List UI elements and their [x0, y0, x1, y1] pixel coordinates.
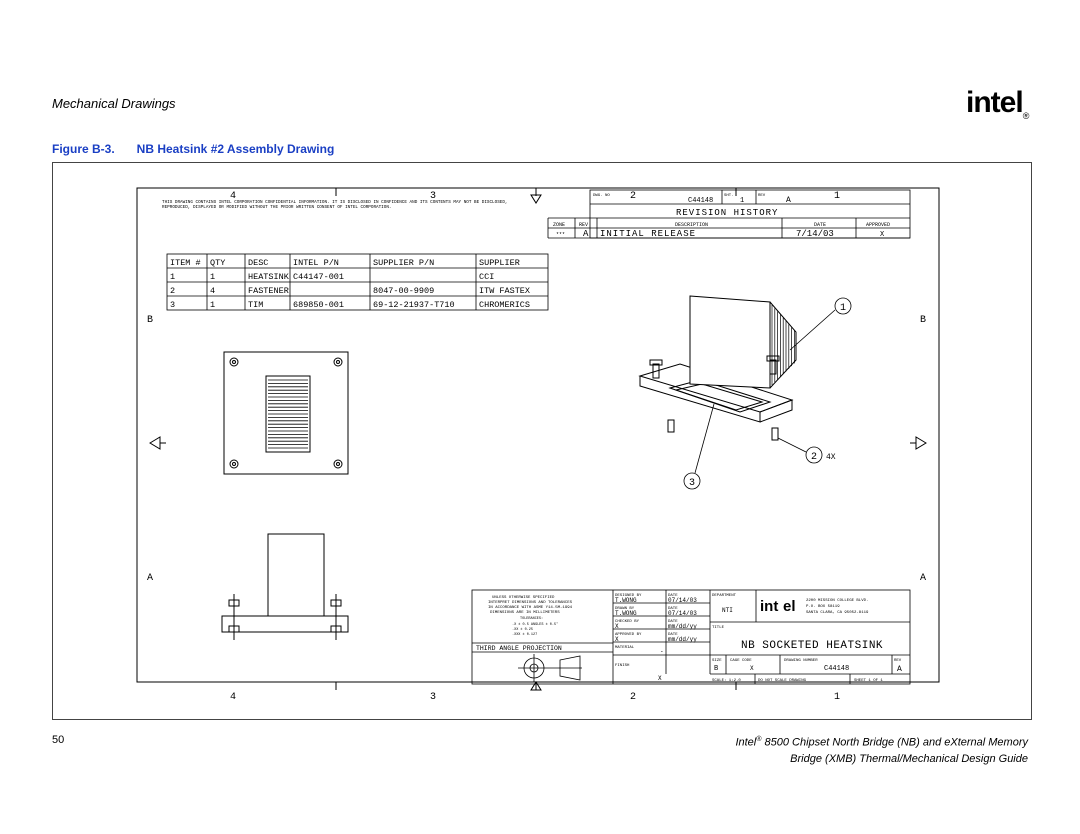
page-number: 50 [52, 734, 65, 746]
revision-history-title: REVISION HISTORY [676, 208, 779, 218]
bom-r2-supplier: ITW FASTEX [479, 286, 531, 296]
zone-side-b-left: B [147, 315, 154, 326]
rev-hdr-zone: ZONE [553, 222, 566, 228]
rev-approved: X [880, 231, 885, 239]
bom-r3-supplier-pn: 69-12-21937-T710 [373, 300, 455, 310]
bom-r3-item: 3 [170, 300, 176, 310]
heatsink-side-view [222, 534, 348, 640]
tb-material-label: MATERIAL [615, 646, 635, 650]
tb-rev-label: REV [894, 659, 902, 663]
tb-sheet: SHEET 1 OF 1 [854, 679, 883, 683]
bom-r1-supplier: CCI [479, 272, 495, 282]
tb-drawn-label: DRAWN BY [615, 607, 635, 611]
rev-rev-label: REV [758, 194, 766, 198]
callout-qty: 4X [826, 453, 836, 462]
rev-hdr-rev: REV [579, 222, 589, 228]
tb-approved: X [615, 636, 619, 643]
tb-date4-label: DATE [668, 633, 678, 637]
bom-r3-desc: TIM [248, 300, 264, 310]
rev-zone: *** [556, 232, 566, 238]
section-title: Mechanical Drawings [52, 96, 176, 111]
tb-note-3: IN ACCORDANCE WITH ASME Y14.5M-1994 [488, 606, 573, 610]
bom-r2-item: 2 [170, 286, 176, 296]
tb-cage: X [750, 665, 754, 672]
tb-projection: THIRD ANGLE PROJECTION [476, 645, 562, 652]
tb-title-label: TITLE [712, 626, 725, 630]
tb-date4: mm/dd/yy [668, 636, 697, 643]
bom-r2-qty: 4 [210, 286, 216, 296]
tb-address-3: SANTA CLARA, CA 95052-8119 [806, 611, 869, 615]
intel-logo: intel$_®$ [966, 86, 1029, 121]
bom-r2-supplier-pn: 8047-00-9909 [373, 286, 435, 296]
confidential-notice: THIS DRAWING CONTAINS INTEL CORPORATION CONFIDENTIAL INFORMATION. IT IS DISCLOSED IN CONFIDENCE AND ITS CONTENTS MAY NOT BE DISCLOSED, REPRODUCED, DISPLAYED OR MODIFIED WITHOUT THE PRIOR WRITTEN CONSENT OF INTEL CORPORATION. [162, 200, 508, 210]
rev-rev: A [786, 196, 791, 205]
bom-r3-qty: 1 [210, 300, 216, 310]
heatsink-top-view [224, 352, 348, 474]
tb-finish-label: FINISH [615, 664, 630, 668]
tb-logo-tail: el [783, 598, 796, 615]
tb-note-5: TOLERANCES: [520, 617, 544, 621]
zone-top-3: 3 [430, 191, 437, 202]
zone-bottom-4: 4 [230, 692, 237, 703]
bom-r1-desc: HEATSINK [248, 272, 289, 282]
bom-r1-pn: C44147-001 [293, 272, 345, 282]
tb-designed: T.WONG [615, 597, 637, 604]
rev-hdr-approved: APPROVED [866, 222, 891, 228]
tb-title: NB SOCKETED HEATSINK [741, 640, 884, 652]
tb-scale: SCALE: 1:2.0 [712, 679, 741, 683]
rev-description: INITIAL RELEASE [600, 229, 697, 239]
rev-dwgno-label: DWG. NO [593, 194, 610, 198]
bom-hdr-item: ITEM # [170, 258, 201, 268]
bom-r3-supplier: CHROMERICS [479, 300, 531, 310]
callout-3: 3 [689, 478, 696, 489]
rev-row-rev: A [583, 229, 589, 239]
bom-hdr-qty: QTY [210, 258, 226, 268]
bom-hdr-supplier-pn: SUPPLIER P/N [373, 258, 435, 268]
bom-r1-item: 1 [170, 272, 176, 282]
tb-dept-label: DEPARTMENT [712, 594, 737, 598]
tb-note-1: UNLESS OTHERWISE SPECIFIED [492, 596, 555, 600]
callout-2: 2 [811, 452, 818, 463]
tb-note-7: .XX ± 0.25 [512, 628, 534, 632]
tb-note-8: .XXX ± 0.127 [512, 633, 538, 637]
zone-side-a-left: A [147, 573, 154, 584]
heatsink-isometric-view [640, 296, 796, 440]
rev-hdr-desc: DESCRIPTION [675, 222, 709, 228]
tb-address-1: 2200 MISSION COLLEGE BLVD. [806, 599, 869, 603]
bom-hdr-supplier: SUPPLIER [479, 258, 520, 268]
zone-top-4: 4 [230, 191, 237, 202]
bom-r1-qty: 1 [210, 272, 216, 282]
zone-top-1: 1 [834, 191, 841, 202]
tb-date2-label: DATE [668, 607, 678, 611]
tb-note-4: DIMENSIONS ARE IN MILLIMETERS [490, 611, 560, 615]
tb-size: B [714, 665, 719, 673]
tb-logo: int [760, 598, 779, 615]
tb-date3: mm/dd/yy [668, 623, 697, 630]
zone-top-2: 2 [630, 191, 637, 202]
tb-noscale: DO NOT SCALE DRAWING [758, 679, 807, 683]
rev-sht-label: SHT. [724, 194, 734, 198]
tb-cage-label: CAGE CODE [730, 659, 752, 663]
zone-side-a-right: A [920, 573, 927, 584]
zone-side-b-right: B [920, 315, 927, 326]
figure-title: NB Heatsink #2 Assembly Drawing [136, 142, 335, 156]
zone-bottom-1: 1 [834, 692, 841, 703]
tb-drawn: T.WONG [615, 610, 637, 617]
rev-dwgno: C44148 [688, 197, 714, 205]
tb-rev: A [897, 665, 902, 674]
tb-material: - [660, 648, 664, 655]
tb-checked: X [615, 623, 619, 630]
tb-finish: X [658, 675, 662, 682]
tb-designed-label: DESIGNED BY [615, 594, 642, 598]
tb-date3-label: DATE [668, 620, 678, 624]
tb-note-2: INTERPRET DIMENSIONS AND TOLERANCES [488, 601, 573, 605]
tb-date1-label: DATE [668, 594, 678, 598]
bom-hdr-desc: DESC [248, 258, 269, 268]
tb-approved-label: APPROVED BY [615, 633, 642, 637]
tb-address-2: P.O. BOX 58119 [806, 605, 840, 609]
rev-hdr-date: DATE [814, 222, 827, 228]
rev-date: 7/14/03 [796, 229, 834, 239]
bom-r3-pn: 689850-001 [293, 300, 345, 310]
bom-r2-desc: FASTENER [248, 286, 289, 296]
tb-dwgno: C44148 [824, 665, 850, 673]
tb-dwgno-label: DRAWING NUMBER [784, 659, 818, 663]
figure-number: Figure B-3. [52, 142, 115, 156]
bom-hdr-pn: INTEL P/N [293, 258, 339, 268]
callout-1: 1 [840, 303, 847, 314]
rev-sht: 1 [740, 197, 745, 205]
tb-note-6: .X ± 0.5 ANGLES ± 0.5° [512, 623, 559, 627]
document-title: Intel® 8500 Chipset North Bridge (NB) and eXternal Memory Bridge (XMB) Thermal/Mechanical Design Guide [735, 736, 1028, 765]
zone-bottom-3: 3 [430, 692, 437, 703]
tb-size-label: SIZE [712, 659, 722, 663]
tb-dept: NTI [722, 607, 733, 614]
tb-date2: 07/14/03 [668, 610, 697, 617]
tb-date1: 07/14/03 [668, 597, 697, 604]
tb-checked-label: CHECKED BY [615, 620, 640, 624]
zone-bottom-2: 2 [630, 692, 637, 703]
